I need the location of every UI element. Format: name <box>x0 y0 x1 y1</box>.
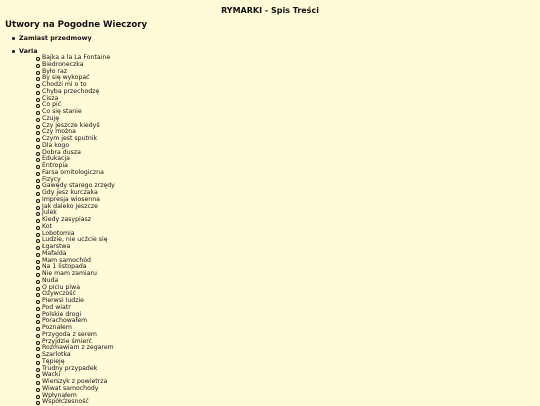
circle-bullet-icon <box>36 361 40 365</box>
poem-link[interactable]: Szarlotka <box>42 351 71 358</box>
poem-link[interactable]: Chodzi mi o to <box>42 81 87 88</box>
poem-link[interactable]: Wierszyk z powietrza <box>42 378 108 385</box>
page-title: RYMARKI - Spis Treści <box>221 6 319 15</box>
poem-link[interactable]: Edukacja <box>42 155 70 163</box>
circle-bullet-icon <box>36 111 40 115</box>
poem-link[interactable]: Nuda <box>42 276 59 284</box>
poem-link[interactable]: Jak daleko jeszcze <box>42 202 98 210</box>
poem-link[interactable]: Poznałem <box>42 324 72 331</box>
circle-bullet-icon <box>36 219 40 223</box>
circle-bullet-icon <box>36 260 40 264</box>
circle-bullet-icon <box>36 98 40 102</box>
circle-bullet-icon <box>36 138 40 142</box>
circle-bullet-icon <box>36 233 40 237</box>
circle-bullet-icon <box>36 300 40 304</box>
disc-bullet-icon <box>12 50 15 53</box>
circle-bullet-icon <box>36 273 40 277</box>
poem-link[interactable]: Czuję <box>42 114 60 122</box>
circle-bullet-icon <box>36 104 40 108</box>
circle-bullet-icon <box>36 91 40 95</box>
poem-link[interactable]: Polskie drogi <box>42 310 82 318</box>
poem-link[interactable]: Kiedy zasypiasz <box>42 216 91 223</box>
poem-link[interactable]: Na 1 listopada <box>42 263 87 271</box>
circle-bullet-icon <box>36 374 40 378</box>
poem-link[interactable]: Czy można <box>42 128 76 136</box>
poem-link[interactable]: Przyjdzie śmierć <box>42 337 93 345</box>
circle-bullet-icon <box>36 152 40 156</box>
circle-bullet-icon <box>36 266 40 270</box>
poem-link[interactable]: Co pić <box>42 101 62 109</box>
circle-bullet-icon <box>36 381 40 385</box>
circle-bullet-icon <box>36 226 40 230</box>
toc-item-varia <box>12 48 115 406</box>
circle-bullet-icon <box>36 131 40 135</box>
poem-link[interactable]: Mam samochód <box>42 256 91 264</box>
poem-link[interactable]: Wiwat samochody <box>42 384 99 392</box>
poem-link[interactable]: Dobra dusza <box>42 148 81 156</box>
poem-link[interactable]: Co się stanie <box>42 108 82 115</box>
circle-bullet-icon <box>36 192 40 196</box>
circle-bullet-icon <box>36 165 40 169</box>
circle-bullet-icon <box>36 341 40 345</box>
circle-bullet-icon <box>36 199 40 203</box>
circle-bullet-icon <box>36 57 40 61</box>
poem-link[interactable]: Rozmawiam z zegarem <box>42 344 114 352</box>
circle-bullet-icon <box>36 280 40 284</box>
poem-link[interactable]: Julek <box>42 209 57 217</box>
poem-link[interactable]: Gawędy starego zrzędy <box>42 182 115 190</box>
table-of-contents <box>12 35 115 406</box>
circle-bullet-icon <box>36 334 40 338</box>
circle-bullet-icon <box>36 388 40 392</box>
poem-link[interactable]: O piciu piwa <box>42 283 80 291</box>
circle-bullet-icon <box>36 395 40 399</box>
poem-link[interactable]: Nie mam zamiaru <box>42 270 97 277</box>
circle-bullet-icon <box>36 212 40 216</box>
toc-link-varia[interactable]: Varia <box>19 47 38 55</box>
circle-bullet-icon <box>36 320 40 324</box>
poem-link[interactable]: Gdy jesz kurczaka <box>42 189 98 196</box>
poem-link[interactable]: Ludzie, nie ucźcie się <box>42 236 108 244</box>
circle-bullet-icon <box>36 185 40 189</box>
circle-bullet-icon <box>36 84 40 88</box>
circle-bullet-icon <box>36 354 40 358</box>
poem-link[interactable]: Pod wiatr <box>42 303 71 311</box>
circle-bullet-icon <box>36 287 40 291</box>
poem-link[interactable]: Entropia <box>42 162 68 169</box>
circle-bullet-icon <box>36 206 40 210</box>
poem-link[interactable]: Przygoda z serem <box>42 330 97 338</box>
poem-link[interactable]: By się wykopać <box>42 74 90 82</box>
poem-link[interactable]: Było raz <box>42 67 68 75</box>
circle-bullet-icon <box>36 118 40 122</box>
disc-bullet-icon <box>12 37 15 40</box>
varia-poem-list <box>19 55 115 406</box>
poem-link[interactable]: Impresja wiosenna <box>42 195 100 203</box>
circle-bullet-icon <box>36 77 40 81</box>
poem-link[interactable]: Wacki <box>42 371 61 379</box>
poem-link[interactable]: Łgarstwa <box>42 243 71 250</box>
poem-link[interactable]: Chyba przechodzę <box>42 87 100 95</box>
section-heading: Utwory na Pogodne Wieczory <box>5 20 148 30</box>
poem-link[interactable]: Porachowałem <box>42 317 88 325</box>
poem-link[interactable]: Mafalda <box>42 249 67 257</box>
circle-bullet-icon <box>36 246 40 250</box>
poem-link[interactable]: Dla kogo <box>42 141 70 149</box>
toc-item-zamiast-przedmowy <box>12 35 115 42</box>
toc-link-zamiast-przedmowy[interactable]: Zamiast przedmowy <box>19 34 92 42</box>
circle-bullet-icon <box>36 239 40 243</box>
poem-link[interactable]: Współczesność <box>42 398 89 406</box>
poem-link[interactable]: Lobotomia <box>42 229 75 237</box>
poem-link[interactable]: Fizycy <box>42 175 61 183</box>
circle-bullet-icon <box>36 71 40 75</box>
circle-bullet-icon <box>36 307 40 311</box>
circle-bullet-icon <box>36 347 40 351</box>
circle-bullet-icon <box>36 172 40 176</box>
poem-link[interactable]: Kot <box>42 222 52 230</box>
circle-bullet-icon <box>36 64 40 68</box>
circle-bullet-icon <box>36 368 40 372</box>
poem-link[interactable]: Biedroneczka <box>42 60 84 68</box>
circle-bullet-icon <box>36 145 40 149</box>
poem-link[interactable]: Trudny przypadek <box>42 364 98 372</box>
poem-link[interactable]: Cisza <box>42 94 59 102</box>
poem-link[interactable]: Farsa ornitologiczna <box>42 168 104 176</box>
poem-link[interactable]: Czym jest sputnik <box>42 135 98 142</box>
circle-bullet-icon <box>36 125 40 129</box>
poem-link[interactable]: Ożywczość <box>42 290 76 298</box>
poem-link[interactable]: Czy jeszcze kiedyś <box>42 121 100 129</box>
poem-link[interactable]: Bajka a la La Fontaine <box>42 54 111 61</box>
circle-bullet-icon <box>36 158 40 162</box>
circle-bullet-icon <box>36 253 40 257</box>
circle-bullet-icon <box>36 179 40 183</box>
circle-bullet-icon <box>36 314 40 318</box>
circle-bullet-icon <box>36 327 40 331</box>
circle-bullet-icon <box>36 293 40 297</box>
poem-link[interactable]: Pierwsi ludzie <box>42 297 84 304</box>
poem-link[interactable]: Wpłynąłem <box>42 391 77 399</box>
poem-link[interactable]: Tępieję <box>42 357 65 365</box>
